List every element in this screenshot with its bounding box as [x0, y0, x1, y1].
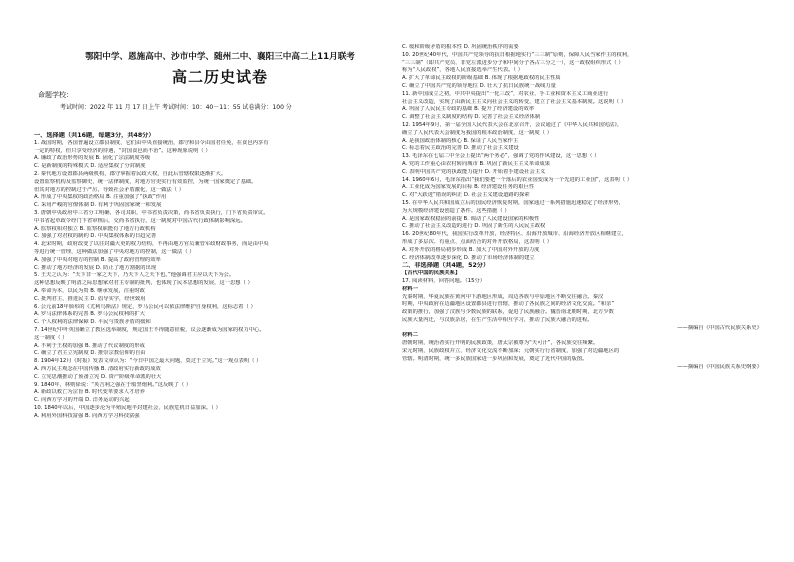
text-line: 15. 在中华人民共和国成立后的国民经济恢复时期，国家通过一系列措施迅速稳定了经济形势， [402, 199, 624, 206]
text-line: A. 不利于王权的加强 B. 推动了代议制度的形成 [34, 342, 145, 349]
text-line: 材料一 [402, 285, 418, 292]
text-line: C. 调整了社会主义制度的结构 D. 完善了社会主义经济体制 [402, 114, 541, 121]
text-line: 14. 1960年6月，毛泽东指出“我们要把一个落后的农业国变成为一个先进的工业国”，这表明（ ） [402, 176, 633, 183]
text-line: A. 加强了中央对地方的控制 B. 提高了政府管理的效率 [34, 256, 161, 263]
text-line: 确立了人民代表大会制度为我国的根本政治制度，这一制度（ ） [402, 129, 552, 136]
text-line: ——摘编自《中国古代民族关系史》 [677, 324, 762, 331]
text-line: 【古代中国的民族关系】 [402, 270, 461, 277]
text-line: 6. 公元前18年颁布的《尤利乌斯法》规定，罗马公民可以依法律维护自身权利，这标志着（ ） [34, 303, 256, 310]
text-line: A. 罗马法律体系的完善 B. 罗马公民权利的扩大 [34, 311, 145, 318]
text-line: C. 表明中国共产党的执政能力提升 D. 开始着手建设社会主义 [402, 168, 546, 175]
text-line: C. 向西方学习的开端 D. 洋务运动的兴起 [34, 397, 130, 404]
text-line: A. 新政以救亡为宗旨 B. 时代变革要求人才培养 [34, 389, 145, 396]
text-line: 材料二 [402, 332, 418, 339]
text-line: C. 采用严峻的官僚体制 D. 有利于巩固国家统一和发展 [34, 202, 162, 209]
text-line: 唐朝时期，统治者实行开明的民族政策，唐太宗被尊为“天可汗”，各民族交往频繁。 [402, 340, 599, 347]
text-line: 13. 毛泽东在七届二中全会上提出“两个务必”，强调了党的作风建设，这一思想（ ） [402, 153, 600, 160]
text-line: “三三制”（即共产党员、非党左派进步分子和中间分子各占三分之一），这一政权组织形式（ ） [402, 59, 624, 66]
text-line: A. 西方民主观念在中国传播 B. 清政府实行新政的成效 [34, 365, 161, 372]
text-line: A. 对外开放的格局初步形成 B. 加大了中国对外开放的力度 [402, 246, 540, 253]
text-line: C. 推动了社会主义改造的进行 D. 巩固了新生的人民民主政权 [402, 223, 546, 230]
text-line: 这种思想反映了明清之际思想家对君主专制的批判，也体现了民本思想的发展，这一思想（ ） [34, 280, 253, 287]
text-line: C. 批判君主，推进民主 D. 倡导实学，经世致用 [34, 295, 146, 302]
text-line: 但其对地方的控制过于严厉，导致社会矛盾激化，这一做法（ ） [34, 186, 184, 193]
school-line: 鄂阳中学、恩施高中、沙市中学、随州二中、襄阳三中高二上11月联考 [85, 52, 355, 62]
text-line: A. 廉政了政治形势的发展 B. 固化了宗法制度等级 [34, 155, 151, 162]
text-line: 民族大量内迁，与汉族杂居，在生产生活中相互学习，推动了民族大融合的进程。 [402, 316, 593, 323]
text-line: 5. 王夫之认为：“天下非一家之天下，乃天下人之天下也。”他强调君主应以天下为公。 [34, 272, 235, 279]
text-line: 17. 阅读材料，回答问题。（15分） [402, 277, 486, 284]
text-line: A. 奉命为本，以民为贵 B. 继承发展，注重时政 [34, 287, 145, 294]
text-line: 二、非选择题（共4题，52分） [402, 262, 490, 270]
text-line: C. 标志着民主政治的完善 D. 推动了社会主义建设 [402, 145, 519, 152]
text-line: 形成了多层次、有重点、点面结合的对外开放格局，这表明（ ） [402, 238, 552, 245]
text-line: 16. 20世纪80年代，我国实行改革开放，经济特区、沿海开放城市、沿海经济开放区相继建立， [402, 231, 627, 238]
page-title: 高二历史试卷 [171, 68, 268, 86]
text-line: 一定的特权，但只享受经济的待遇，“封国食邑而不治”。这种现象说明（ ） [34, 147, 211, 154]
text-line: 3. 唐朝中央政府中三省分工明确，各司其职，中书省负责决策，尚书省负责执行，门下省负责审议。 [34, 209, 269, 216]
left-question-lines [34, 132, 399, 556]
text-line: A. 巩固了人民民主专政的基础 B. 提升了经济建设的效率 [402, 106, 535, 113]
text-line: A. 形成了中央集权的政治格局 B. 注重加强了“执政”作用 [34, 194, 167, 201]
text-line: 等进行统一管理，这种做法加强了中央对地方的控制，这一做法（ ） [34, 248, 195, 255]
text-line: A. 扩大了革命民主政权的阶级基础 B. 体现了根据地政权的民主性质 [402, 75, 561, 82]
text-line: A. 是国家政权稳固的前提 B. 调动了人民建设国家的积极性 [402, 215, 540, 222]
text-line: 11. 新中国成立之初，中共中央提出“一化三改”，对农业、手工业和资本主义工商业进行 [402, 90, 609, 97]
text-line: 政策的推行，加强了汉族与少数民族的联系，促进了民族融合。魏晋南北朝时期，北方少数 [402, 309, 614, 316]
right-question-lines [402, 44, 762, 556]
text-line: C. 个人权利的法律保障 D. 平民与贵族矛盾的缓和 [34, 319, 151, 326]
text-line: 9. 1840年，林则徐说：“英吉利之强在于船坚炮利。”这反映了（ ） [34, 381, 192, 388]
text-line: 称为“人民政权”，各地人民直接选举产生代表。（ ） [402, 67, 524, 74]
text-line: 社会主义改造，实现了由新民主主义向社会主义的转变，建立了社会主义基本制度。这说明（ ） [402, 98, 627, 105]
text-line: 设置监察机构及监察御史，统一法律制度，对地方官吏实行有效监控，为统一国家奠定了基础。 [34, 178, 257, 185]
text-line: 这一制度（ ） [34, 334, 68, 341]
text-line: 7. 14世纪中叶英国确立了教区选举制度，规定国王不得随意征税，议会逐渐成为国家的权力中心。 [34, 326, 265, 333]
text-line: C. 是新制度的特殊模式 D. 适应集权了分封制度 [34, 163, 146, 170]
text-line: ——摘编自《中国民族关系史纲要》 [677, 363, 762, 370]
text-line: 4. 北宋时期，政府改变了以往封疆大吏的权力结构，不再由地方官员兼管军政财政事务，而是由中央 [34, 241, 269, 248]
text-line: C. 经济体制改革逐步深化 D. 推动了市场经济体制的建立 [402, 254, 535, 261]
text-line: C. 立宪思潮推动了预备立宪 D. 资产阶级革命派的壮大 [34, 373, 162, 380]
text-line: A. 监察权相对独立 B. 监察权职能有了地方行政机构 [34, 225, 156, 232]
text-line: 2. 秦代地方设置郡县两级机构，郡守掌握着民政大权，自此后管辖权限逐渐扩大。 [34, 170, 227, 177]
text-line: 一、选择题（共16题，每题3分，共48分） [34, 132, 155, 139]
text-line: C. 确立了君主立宪制度 D. 推崇宗教信仰的自由 [34, 350, 146, 357]
text-line: 时期，中央政府在边疆地区设置郡县进行管辖，推动了各民族之间的经济文化交流。“和亲” [402, 301, 615, 308]
text-line: 先秦时期，华夏民族在黄河中下游地区形成，周边各族与中原地区不断交往融合。秦汉 [402, 293, 604, 300]
text-line: C. 对“大跃进”错误的纠正 D. 社会主义建设道路的探索 [402, 192, 530, 199]
setter-label: 命题学校： [38, 91, 73, 99]
text-line: 10. 1840年以后，中国逐步沦为半殖民地半封建社会，民族危机日益加深。（ ） [34, 404, 221, 411]
text-line: C. 缓和阶级矛盾的根本性 D. 巩固统治秩序的需要 [402, 44, 519, 50]
text-line: 管辖。明清时期，统一多民族国家进一步巩固和发展，奠定了近代中国的版图。 [402, 355, 588, 362]
text-line: 中书省起草政令经门下省审核后，交尚书省执行，这一制度对中国古代行政体制影响深远。 [34, 217, 246, 224]
text-line: C. 加强了对君权的制约 D. 中央集权体系的日趋完善 [34, 233, 157, 240]
text-line: 1. 战国时期，各国普遍设立郡县制度，它们由中央直接统治，郡守和县令由国君任免，在食邑内享有 [34, 139, 269, 146]
text-line: 8. 1904年12月《时报》发表文章认为：“今日中国之最大问题，莫过于立宪。”这一观点表明（ ） [34, 358, 262, 365]
text-line: 10. 20世纪40年代，中国共产党领导的抗日根据地实行“三三制”原则，保障人民当家作主的权利， [402, 51, 633, 58]
text-line: C. 确立了中国共产党的领导地位 D. 壮大了抗日民族统一战线力量 [402, 82, 556, 89]
text-line: A. 党的工作重心由农村转向城市 B. 巩固了新民主主义革命成果 [402, 160, 551, 167]
text-line: C. 推动了地方经济的发展 D. 防止了地方割据的出现 [34, 264, 157, 271]
text-line: 为大规模经济建设创造了条件。这些措施（ ） [402, 207, 510, 214]
text-line: A. 工业化成为国家发展的目标 B. 经济建设任务的艰巨性 [402, 184, 535, 191]
text-line: 12. 1954年9月，第一届全国人民代表大会在北京召开，会议通过了《中华人民共和国宪法》， [402, 121, 623, 128]
text-line: A. 是我国政治体制的核心 B. 保证了人民当家作主 [402, 137, 519, 144]
text-line: A. 利用外国科技富强 B. 向西方学习科技富强 [34, 412, 140, 419]
exam-info: 考试时间：2022 年 11 月 17 日上午 考试时间：10：40－11：55 试卷满分：100 分 [60, 104, 292, 111]
text-line: 宋元时期，民族政权并立，经济文化交流不断加深；元朝实行行省制度，加强了对边疆地区的 [402, 348, 620, 355]
